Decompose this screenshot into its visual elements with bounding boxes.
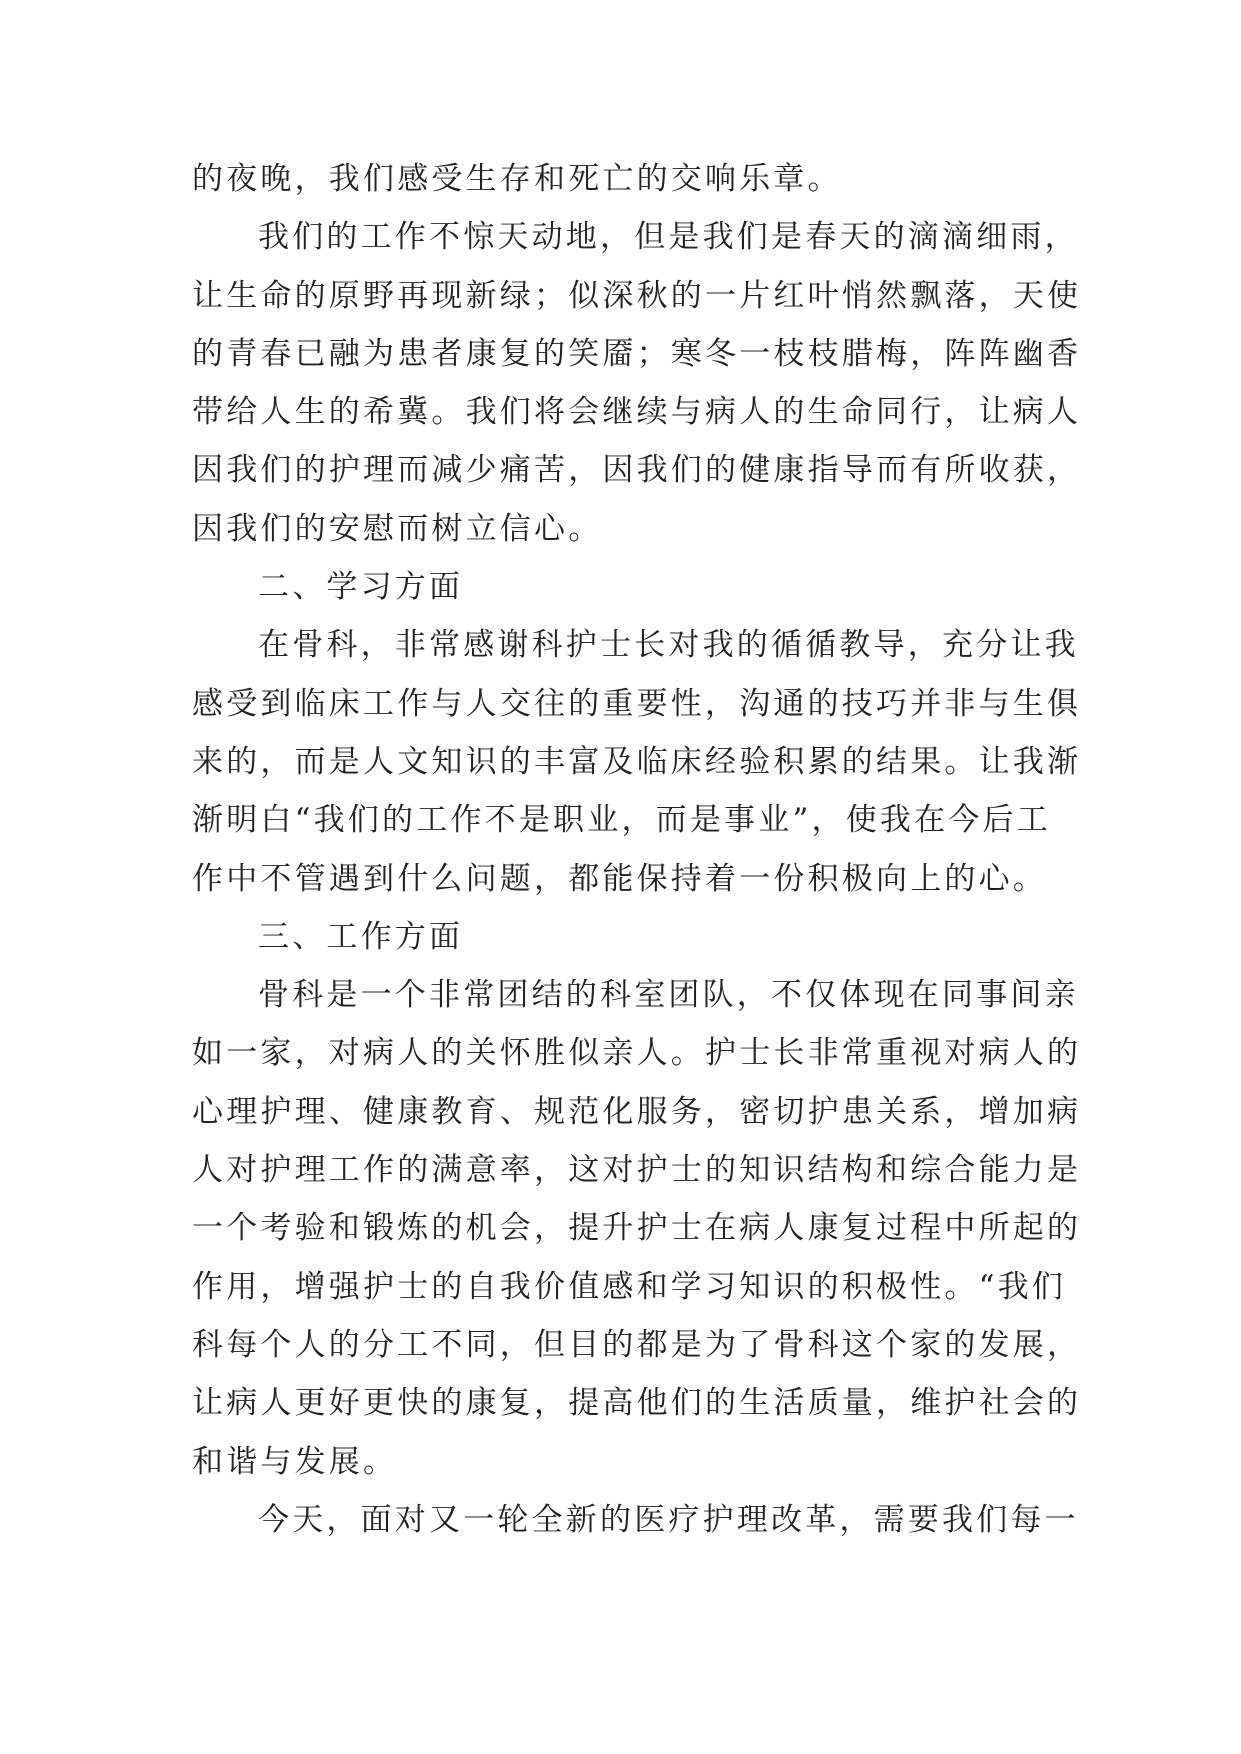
text-line: 骨科是一个非常团结的科室团队，不仅体现在同事间亲	[258, 977, 1079, 1014]
text-line: 让病人更好更快的康复，提高他们的生活质量，维护社会的	[192, 1385, 1082, 1422]
text-line: 和谐与发展。	[192, 1443, 398, 1480]
text-line: 的夜晚，我们感受生存和死亡的交响乐章。	[192, 161, 842, 197]
text-line: 今天，面对又一轮全新的医疗护理改革，需要我们每一	[258, 1501, 1079, 1538]
section-heading-work: 三、工作方面	[258, 918, 464, 955]
text-line: 作用，增强护士的自我价值感和学习知识的积极性。“我们	[192, 1268, 1067, 1305]
text-line: 带给人生的希冀。我们将会继续与病人的生命同行，让病人	[192, 394, 1082, 431]
text-line: 心理护理、健康教育、规范化服务，密切护患关系，增加病	[192, 1093, 1082, 1130]
text-line: 感受到临床工作与人交往的重要性，沟通的技巧并非与生俱	[192, 685, 1082, 722]
text-line: 一个考验和锻炼的机会，提升护士在病人康复过程中所起的	[192, 1210, 1082, 1247]
text-line: 在骨科，非常感谢科护士长对我的循循教导，充分让我	[258, 627, 1079, 664]
text-line: 人对护理工作的满意率，这对护士的知识结构和综合能力是	[192, 1152, 1082, 1189]
text-line: 来的，而是人文知识的丰富及临床经验积累的结果。让我渐	[192, 743, 1082, 780]
text-line: 因我们的护理而减少痛苦，因我们的健康指导而有所收获，	[192, 452, 1082, 489]
section-heading-study: 二、学习方面	[258, 569, 464, 606]
text-line: 因我们的安慰而树立信心。	[192, 510, 603, 547]
text-line: 如一家，对病人的关怀胜似亲人。护士长非常重视对病人的	[192, 1035, 1082, 1072]
text-line: 我们的工作不惊天动地，但是我们是春天的滴滴细雨，	[258, 219, 1079, 256]
text-line: 作中不管遇到什么问题，都能保持着一份积极向上的心。	[192, 860, 1047, 897]
text-line: 让生命的原野再现新绿；似深秋的一片红叶悄然飘落，天使	[192, 277, 1082, 314]
document-body	[192, 150, 1082, 1549]
text-line: 的青春已融为患者康复的笑靥；寒冬一枝枝腊梅，阵阵幽香	[192, 335, 1082, 372]
text-line: 科每个人的分工不同，但目的都是为了骨科这个家的发展，	[192, 1326, 1082, 1363]
text-line: 渐明白“我们的工作不是职业，而是事业”，使我在今后工	[192, 802, 1051, 839]
